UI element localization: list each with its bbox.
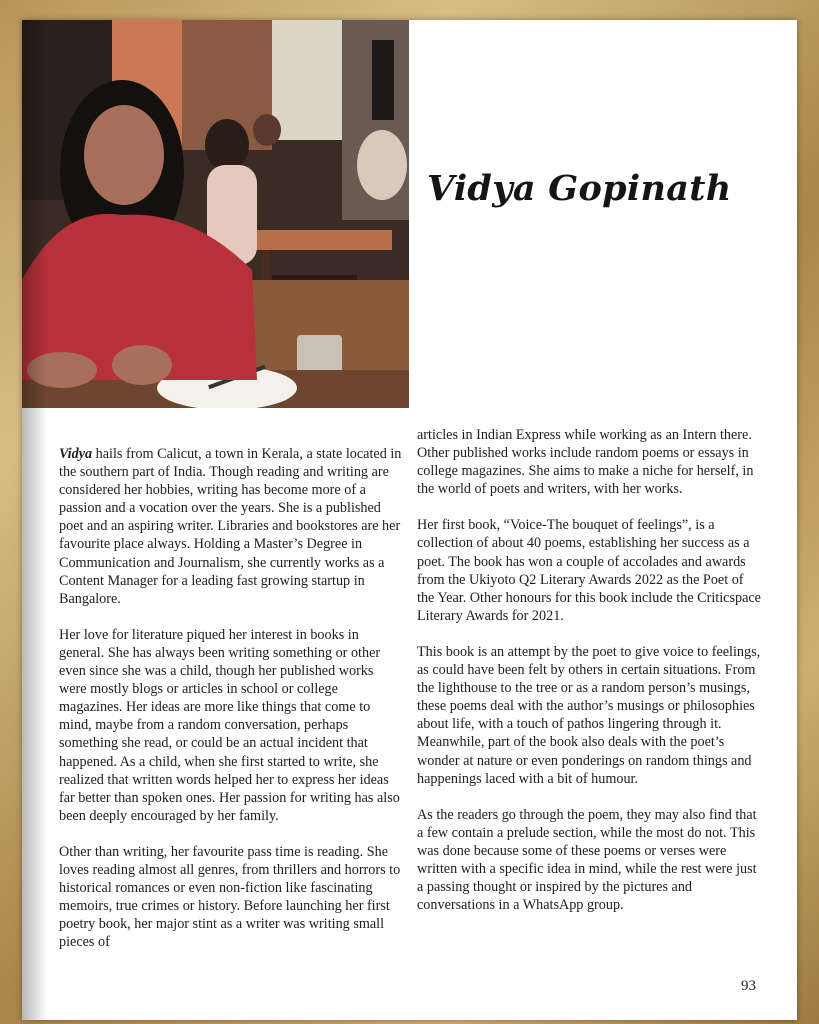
page-number: 93 — [741, 978, 756, 994]
paragraph: Her first book, “Voice-The bouquet of feelings”, is a collection of about 40 poems, establishing her success as a poet. The book has won a couple of accolades and awards from the Ukiyoto Q2 Literary Awards 2022 as the Poet of the Year. Other honours for this book include the Criticspace Literary Awards for 2021. — [417, 517, 761, 624]
paragraph: As the readers go through the poem, they may also find that a few contain a prelude section, while the most do not. This was done because some of these poems or verses were written with a specific idea in mind, while the rest were just a passing thought or inspired by the pictures and conversations in a WhatsApp group. — [417, 806, 757, 914]
magazine-page — [22, 20, 797, 1020]
paragraph — [59, 445, 404, 608]
paragraph: Her love for literature piqued her interest in books in general. She has always been writing something or other even since she was a child, though her published works were mostly blogs or articles in school or college magazines. Her ideas are more like things that come to mind, maybe from a random conversation, perhaps something she read, or could be an actual incident that happened. As a child, when she first started to write, she realized that written words helped her to express her ideas far better than spoken ones. Her passion for writing has also been deeply encouraged by her family. — [59, 626, 400, 824]
paragraph: articles in Indian Express while working as an Intern there. Other published works include random poems or essays in college magazines. She aims to make a niche for herself, in the world of poets and writers, with her works. — [417, 427, 754, 498]
author-name: Vidya Gopinath — [427, 168, 732, 209]
paragraph: This book is an attempt by the poet to give voice to feelings, as could have been felt by others in certain situations. From the lighthouse to the tree or as a random person’s musings, these poems deal with the author’s musings or philosophies about life, with a touch of pathos lingering through it. Meanwhile, part of the book also deals with the poet’s wonder at nature or even ponderings on random things and happenings laced with a bit of humour. — [417, 643, 761, 787]
paragraph: Other than writing, her favourite pass time is reading. She loves reading almost all genres, from thrillers and horrors to historical romances or even non-fiction like fascinating memoirs, true crimes or history. Before launching her first poetry book, her major stint as a writer was writing small pieces of — [59, 843, 401, 951]
paragraph-text: hails from Calicut, a town in Kerala, a state located in the southern part of India. Though reading and writing are considered her hobbies, writing has become more of a passion and a vocation over the years. She is a published poet and an aspiring writer. Libraries and bookstores are her favourite place always. Holding a Master’s Degree in Communication and Journalism, she currently works as a Content Manager for a leading fast growing startup in Bangalore. — [59, 446, 402, 607]
left-column — [59, 445, 404, 969]
author-photo — [22, 20, 409, 408]
lead-word: Vidya — [59, 446, 93, 462]
right-column — [417, 426, 762, 932]
